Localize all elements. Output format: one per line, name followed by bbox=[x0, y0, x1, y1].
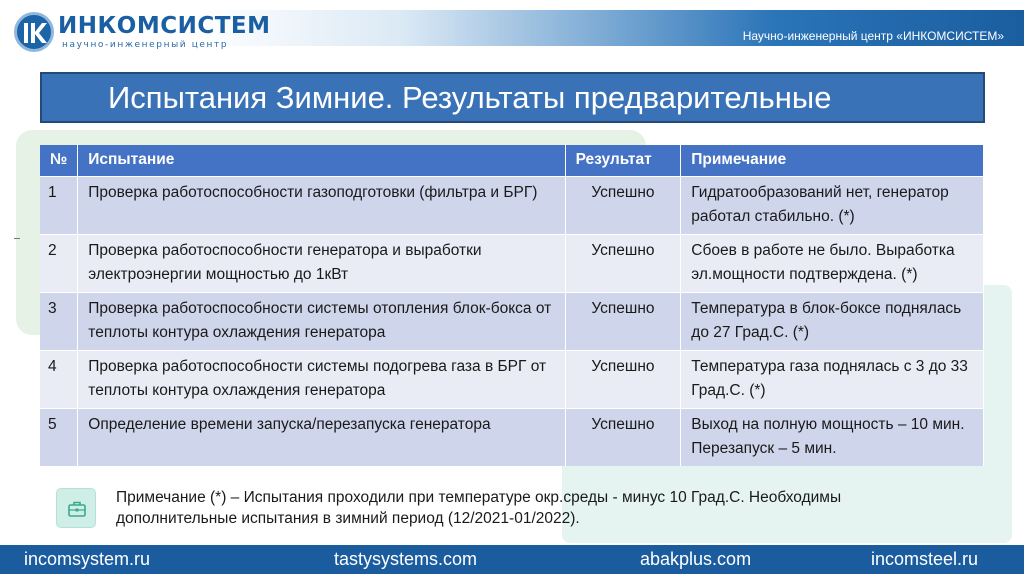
table-header-row bbox=[40, 145, 984, 176]
header-result: Результат bbox=[565, 145, 681, 176]
table-row bbox=[40, 234, 984, 292]
row-result: Успешно bbox=[565, 176, 681, 234]
title-banner bbox=[40, 72, 985, 123]
row-test: Проверка работоспособности генератора и выработки электроэнергии мощностью до 1кВт bbox=[78, 234, 565, 292]
header-note: Примечание bbox=[681, 145, 984, 176]
row-test: Проверка работоспособности газоподготовки (фильтра и БРГ) bbox=[78, 176, 565, 234]
row-note: Температура в блок-боксе поднялась до 27 Град.С. (*) bbox=[681, 292, 984, 350]
row-result: Успешно bbox=[565, 292, 681, 350]
table-row bbox=[40, 176, 984, 234]
page-title: Испытания Зимние. Результаты предварительные bbox=[108, 80, 832, 115]
results-table bbox=[40, 145, 984, 466]
row-note: Выход на полную мощность – 10 мин. Перезапуск – 5 мин. bbox=[681, 408, 984, 466]
row-number: 4 bbox=[40, 350, 78, 408]
decorative-mark bbox=[14, 238, 20, 239]
row-number: 5 bbox=[40, 408, 78, 466]
row-note: Сбоев в работе не было. Выработка эл.мощности подтверждена. (*) bbox=[681, 234, 984, 292]
row-number: 2 bbox=[40, 234, 78, 292]
row-test: Определение времени запуска/перезапуска генератора bbox=[78, 408, 565, 466]
logo-name: ИНКОМСИСТЕМ bbox=[58, 13, 271, 39]
logo-subtitle: научно-инженерный центр bbox=[62, 40, 229, 50]
header-test: Испытание bbox=[78, 145, 565, 176]
footer-link-incomsteel[interactable]: incomsteel.ru bbox=[871, 549, 979, 569]
table-row bbox=[40, 350, 984, 408]
row-result: Успешно bbox=[565, 234, 681, 292]
table-row bbox=[40, 292, 984, 350]
row-note: Температура газа поднялась с 3 до 33 Град.С. (*) bbox=[681, 350, 984, 408]
row-test: Проверка работоспособности системы отопления блок-бокса от теплоты контура охлаждения генератора bbox=[78, 292, 565, 350]
briefcase-icon bbox=[56, 488, 96, 528]
row-result: Успешно bbox=[565, 350, 681, 408]
row-result: Успешно bbox=[565, 408, 681, 466]
header-number: № bbox=[40, 145, 78, 176]
footer-link-tastysystems[interactable]: tastysystems.com bbox=[334, 549, 478, 569]
footer-link-abakplus[interactable]: abakplus.com bbox=[640, 549, 752, 569]
ik-logo-icon bbox=[14, 12, 54, 52]
table-row bbox=[40, 408, 984, 466]
row-test: Проверка работоспособности системы подогрева газа в БРГ от теплоты контура охлаждения генератора bbox=[78, 350, 565, 408]
row-number: 1 bbox=[40, 176, 78, 234]
footnote-text: Примечание (*) – Испытания проходили при температуре окр.среды - минус 10 Град.С. Необходимы дополнительные испытания в зимний период (12/2021-01/2022). bbox=[116, 489, 842, 527]
footer-link-incomsystem[interactable]: incomsystem.ru bbox=[24, 549, 151, 569]
row-note: Гидратообразований нет, генератор работал стабильно. (*) bbox=[681, 176, 984, 234]
header-gradient-band bbox=[196, 10, 1024, 46]
header-bar bbox=[0, 0, 1024, 66]
footer-bar bbox=[0, 545, 1024, 574]
header-tagline: Научно-инженерный центр «ИНКОМСИСТЕМ» bbox=[742, 29, 1004, 43]
row-number: 3 bbox=[40, 292, 78, 350]
